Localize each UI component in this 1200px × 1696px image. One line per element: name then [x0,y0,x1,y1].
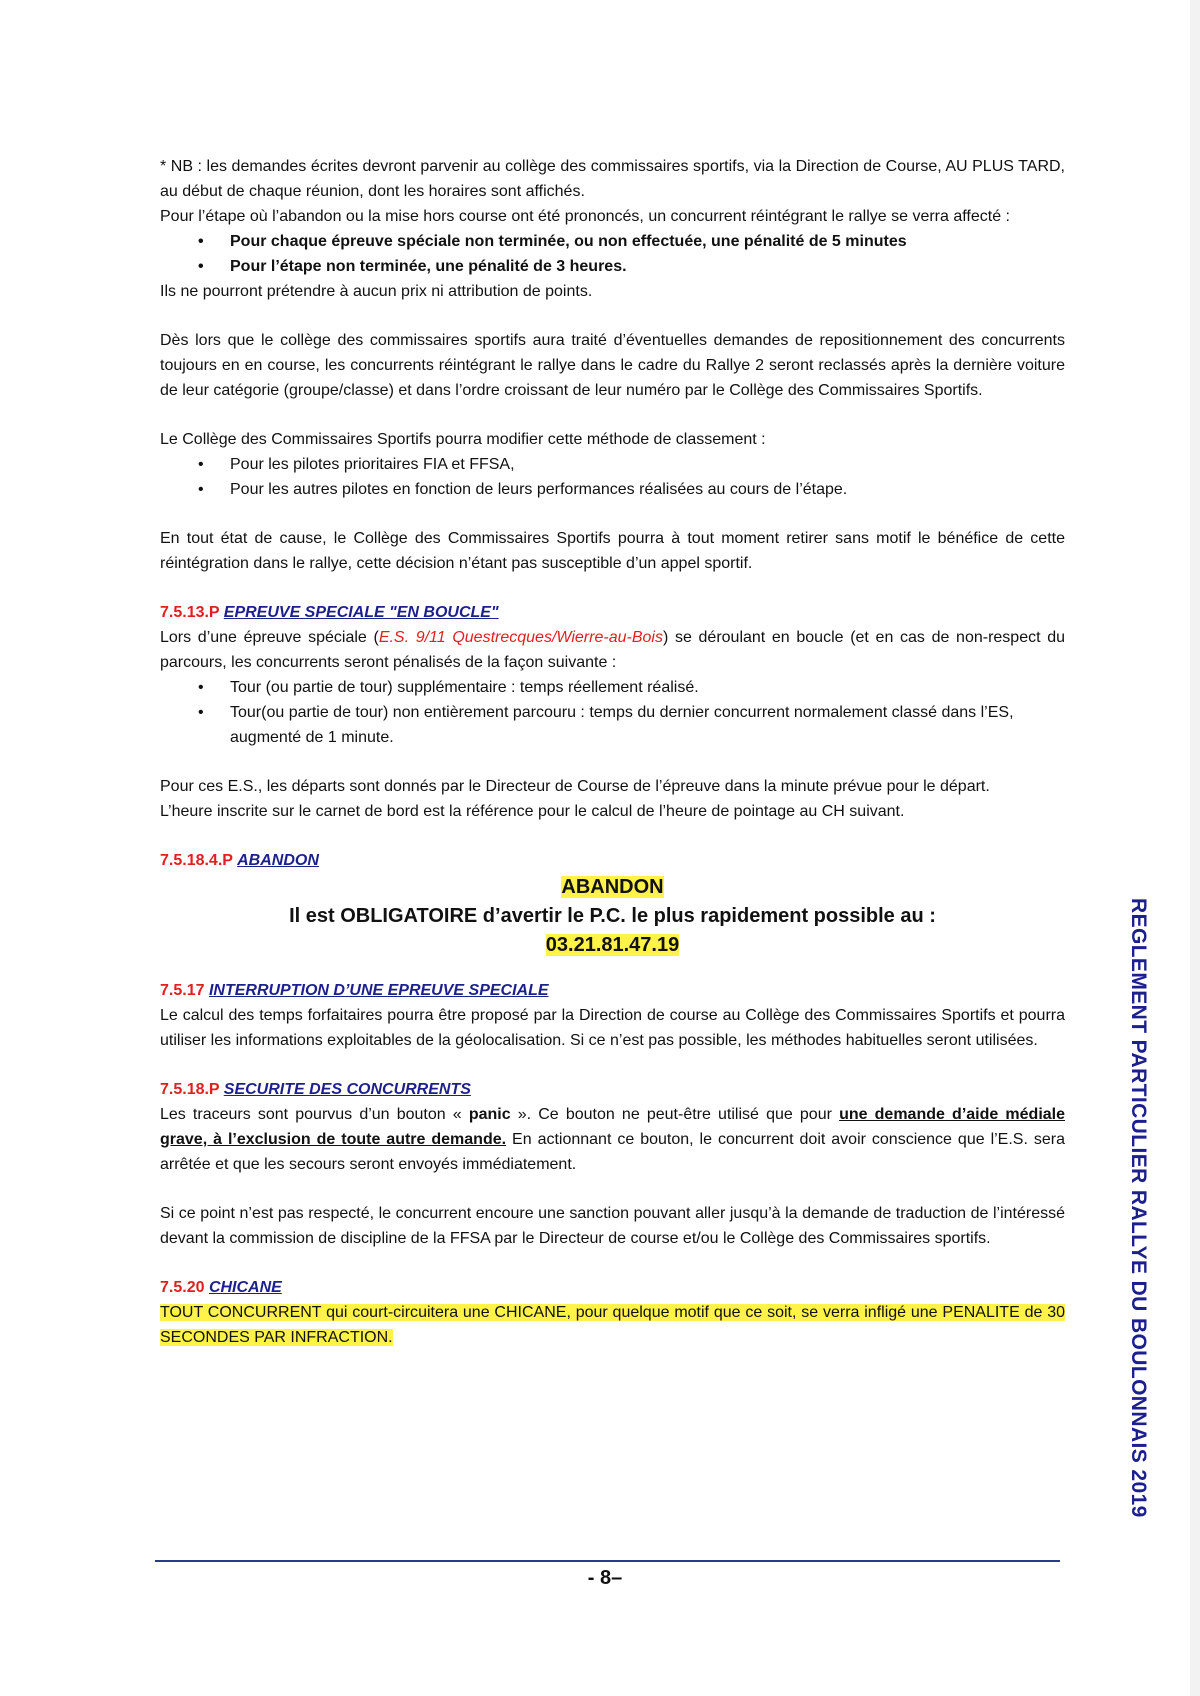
stage-paragraph: Pour l’étape où l’abandon ou la mise hors course ont été prononcés, un concurrent réintégrant le rallye se verra affecté : [160,208,1010,225]
section-7-5-18-4-heading [160,848,1065,873]
page-edge-shadow [1190,0,1200,1696]
section-7-5-13-heading [160,600,1065,625]
reclass-paragraph: Dès lors que le collège des commissaires sportifs aura traité d’éventuelles demandes de repositionnement des concurrents toujours en en course, les concurrents réintégrant le rallye dans le cadre du Rallye 2 seront reclassés après la dernière voiture de leur catégorie (groupe/classe) et dans l’ordre croissant de leur numéro par le Collège des Commissaires Sportifs. [160,332,1065,399]
no-prize-paragraph: Ils ne pourront prétendre à aucun prix ni attribution de points. [160,283,593,300]
abandon-instruction: Il est OBLIGATOIRE d’avertir le P.C. le plus rapidement possible au : [289,905,936,927]
section-number: 7.5.17 [160,982,205,999]
page-content [160,154,1065,1350]
vertical-document-title: REGLEMENT PARTICULIER RALLYE DU BOULONNAIS 2019 [1127,898,1150,1518]
sanction-paragraph: Si ce point n’est pas respecté, le concurrent encoure une sanction pouvant aller jusqu’à la demande de traduction de l’intéressé devant la commission de discipline de la FFSA par le Directeur de course et/ou le Collège des Commissaires sportifs. [160,1205,1065,1247]
section-7-5-20-heading [160,1275,1065,1300]
penalty-list [160,229,1065,279]
list-item: • Tour(ou partie de tour) non entièrement parcouru : temps du dernier concurrent normalement classé dans l’ES, augmenté de 1 minute. [198,704,1014,746]
abandon-notice [160,873,1065,960]
list-item: • Pour les autres pilotes en fonction de leurs performances réalisées au cours de l’étape. [198,481,848,498]
section-number: 7.5.20 [160,1279,205,1296]
section-name: INTERRUPTION D’UNE EPREUVE SPECIALE [208,982,549,999]
nb-paragraph: * NB : les demandes écrites devront parvenir au collège des commissaires sportifs, via la Direction de Course, AU PLUS TARD, au début de chaque réunion, dont les horaires sont affichés. [160,158,1065,200]
method-paragraph: Le Collège des Commissaires Sportifs pourra modifier cette méthode de classement : [160,431,766,448]
section-number: 7.5.18.4.P [160,852,233,869]
section-number: 7.5.13.P [160,604,220,621]
method-list [160,452,1065,502]
panic-word: panic [468,1106,511,1123]
section-name: EPREUVE SPECIALE "EN BOUCLE" [223,604,499,621]
stage-name: E.S. 9/11 Questrecques/Wierre-au-Bois [378,629,663,646]
chicane-paragraph: TOUT CONCURRENT qui court-circuitera une CHICANE, pour quelque motif que ce soit, se verra infligé une PENALITE de 30 SECONDES PAR INFRACTION. [160,1304,1065,1346]
loop-paragraph: Lors d’une épreuve spéciale (E.S. 9/11 Questrecques/Wierre-au-Bois) se déroulant en boucle (et en cas de non-respect du parcours, les concurrents seront pénalisés de la façon suivante : [160,629,1066,671]
section-7-5-18-heading [160,1077,1065,1102]
revoke-paragraph: En tout état de cause, le Collège des Commissaires Sportifs pourra à tout moment retirer sans motif le bénéfice de cette réintégration dans le rallye, cette décision n’étant pas susceptible d’un appel sportif. [160,530,1065,572]
footer-rule [155,1560,1060,1562]
list-item: • Pour chaque épreuve spéciale non terminée, ou non effectuée, une pénalité de 5 minutes [198,233,907,250]
list-item: • Tour (ou partie de tour) supplémentaire : temps réellement réalisé. [198,679,699,696]
hour-paragraph: L’heure inscrite sur le carnet de bord est la référence pour le calcul de l’heure de pointage au CH suivant. [160,803,905,820]
list-item: • Pour l’étape non terminée, une pénalité de 3 heures. [198,258,627,275]
section-7-5-17-heading [160,978,1065,1003]
section-number: 7.5.18.P [160,1081,220,1098]
list-item: • Pour les pilotes prioritaires FIA et FFSA, [198,456,515,473]
interruption-paragraph: Le calcul des temps forfaitaires pourra être proposé par la Direction de course au Collège des Commissaires Sportifs et pourra utiliser les informations exploitables de la géolocalisation. Si ce n’est pas possible, les méthodes habituelles seront utilisées. [160,1007,1065,1049]
section-name: SECURITE DES CONCURRENTS [223,1081,471,1098]
tracker-paragraph: Les traceurs sont pourvus d’un bouton « panic ». Ce bouton ne peut-être utilisé que pour une demande d’aide médiale grave, à l’exclusion de toute autre demande. En actionnant ce bouton, le concurrent doit avoir conscience que l’E.S. sera arrêtée et que les secours seront envoyés immédiatement. [160,1106,1066,1173]
loop-penalty-list [160,675,1065,750]
section-name: CHICANE [208,1279,282,1296]
page-number: - 8– [587,1567,623,1589]
pc-phone-number: 03.21.81.47.19 [545,934,680,956]
section-name: ABANDON [237,852,319,869]
abandon-title: ABANDON [561,876,664,898]
emergency-only-text: une demande d’aide médiale grave, à l’exclusion de toute autre demande. [160,1106,1066,1148]
starts-paragraph: Pour ces E.S., les départs sont donnés par le Directeur de Course de l’épreuve dans la minute prévue pour le départ. [160,778,990,795]
